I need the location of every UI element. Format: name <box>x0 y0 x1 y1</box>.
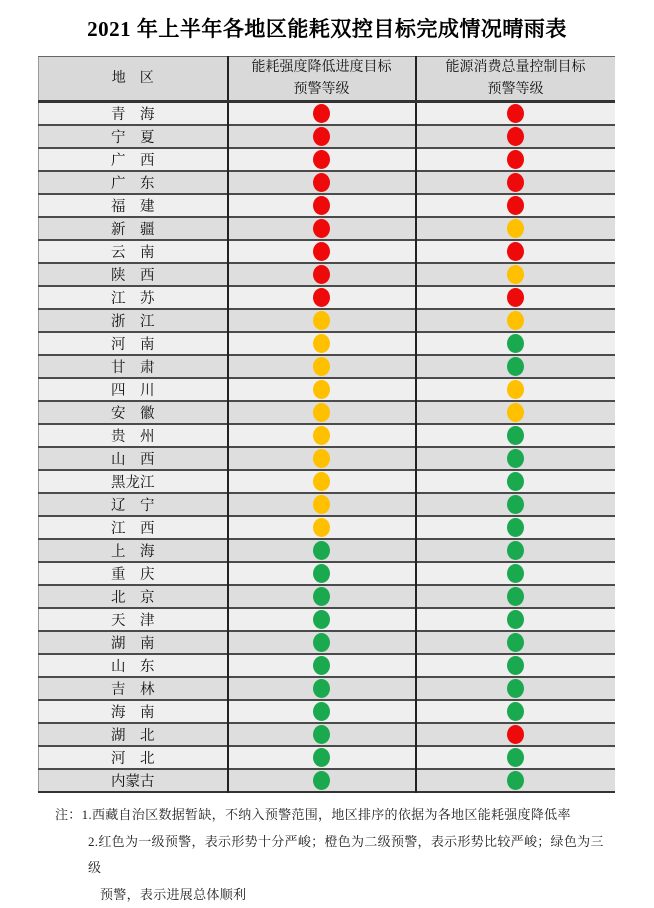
intensity-warning-cell <box>228 102 416 126</box>
green-warning-dot <box>507 449 524 468</box>
orange-warning-dot <box>313 426 330 445</box>
footnote-line-1 <box>55 802 615 829</box>
total-warning-cell <box>416 332 615 355</box>
red-warning-dot <box>313 288 330 307</box>
green-warning-dot <box>507 357 524 376</box>
region-name: 江 苏 <box>39 286 228 309</box>
green-warning-dot <box>313 725 330 744</box>
table-row <box>39 516 615 539</box>
green-warning-dot <box>507 541 524 560</box>
green-warning-dot <box>313 633 330 652</box>
region-name: 上 海 <box>39 539 228 562</box>
table-row <box>39 286 615 309</box>
region-name: 福 建 <box>39 194 228 217</box>
total-warning-cell <box>416 125 615 148</box>
total-warning-cell <box>416 194 615 217</box>
table-row <box>39 654 615 677</box>
table-row <box>39 608 615 631</box>
intensity-warning-cell <box>228 309 416 332</box>
region-name: 新 疆 <box>39 217 228 240</box>
green-warning-dot <box>313 541 330 560</box>
total-warning-cell <box>416 447 615 470</box>
footnote-1-text: 1.西藏自治区数据暂缺，不纳入预警范围，地区排序的依据为各地区能耗强度降低率 <box>81 807 571 823</box>
total-warning-cell <box>416 263 615 286</box>
total-warning-cell <box>416 102 615 126</box>
header-total-line1: 能源消费总量控制目标 <box>445 60 586 75</box>
header-intensity-line1: 能耗强度降低进度目标 <box>251 60 392 75</box>
region-name: 天 津 <box>39 608 228 631</box>
orange-warning-dot <box>313 334 330 353</box>
intensity-warning-cell <box>228 585 416 608</box>
table-row <box>39 263 615 286</box>
header-intensity-target <box>228 57 416 102</box>
footnote-line-3: 预警，表示进展总体顺利 <box>100 886 247 902</box>
green-warning-dot <box>507 748 524 767</box>
total-warning-cell <box>416 470 615 493</box>
intensity-warning-cell <box>228 286 416 309</box>
table-body <box>39 102 615 793</box>
region-name: 山 西 <box>39 447 228 470</box>
green-warning-dot <box>507 656 524 675</box>
green-warning-dot <box>507 702 524 721</box>
table-row <box>39 424 615 447</box>
orange-warning-dot <box>313 357 330 376</box>
table-row <box>39 378 615 401</box>
table-row <box>39 700 615 723</box>
total-warning-cell <box>416 516 615 539</box>
total-warning-cell <box>416 493 615 516</box>
total-warning-cell <box>416 769 615 792</box>
green-warning-dot <box>313 610 330 629</box>
table-row <box>39 171 615 194</box>
intensity-warning-cell <box>228 723 416 746</box>
total-warning-cell <box>416 309 615 332</box>
total-warning-cell <box>416 539 615 562</box>
orange-warning-dot <box>507 311 524 330</box>
red-warning-dot <box>507 725 524 744</box>
region-name: 山 东 <box>39 654 228 677</box>
orange-warning-dot <box>313 472 330 491</box>
orange-warning-dot <box>313 449 330 468</box>
intensity-warning-cell <box>228 516 416 539</box>
total-warning-cell <box>416 401 615 424</box>
intensity-warning-cell <box>228 240 416 263</box>
intensity-warning-cell <box>228 125 416 148</box>
red-warning-dot <box>313 196 330 215</box>
page-title: 2021 年上半年各地区能耗双控目标完成情况晴雨表 <box>87 17 567 41</box>
table-row <box>39 194 615 217</box>
red-warning-dot <box>507 127 524 146</box>
green-warning-dot <box>507 334 524 353</box>
red-warning-dot <box>507 173 524 192</box>
total-warning-cell <box>416 654 615 677</box>
table-row <box>39 677 615 700</box>
region-name: 青 海 <box>39 102 228 126</box>
region-name: 云 南 <box>39 240 228 263</box>
table-row <box>39 585 615 608</box>
intensity-warning-cell <box>228 447 416 470</box>
green-warning-dot <box>313 564 330 583</box>
intensity-warning-cell <box>228 470 416 493</box>
header-total-target <box>416 57 615 102</box>
green-warning-dot <box>507 564 524 583</box>
green-warning-dot <box>313 702 330 721</box>
region-name: 甘 肃 <box>39 355 228 378</box>
green-warning-dot <box>313 679 330 698</box>
table-row <box>39 769 615 792</box>
region-name: 北 京 <box>39 585 228 608</box>
green-warning-dot <box>507 771 524 790</box>
total-warning-cell <box>416 585 615 608</box>
region-name: 浙 江 <box>39 309 228 332</box>
red-warning-dot <box>313 173 330 192</box>
green-warning-dot <box>507 495 524 514</box>
table-row <box>39 355 615 378</box>
red-warning-dot <box>507 150 524 169</box>
total-warning-cell <box>416 286 615 309</box>
table-row <box>39 562 615 585</box>
total-warning-cell <box>416 723 615 746</box>
table-row <box>39 631 615 654</box>
red-warning-dot <box>313 242 330 261</box>
intensity-warning-cell <box>228 355 416 378</box>
orange-warning-dot <box>313 495 330 514</box>
table-row <box>39 102 615 126</box>
total-warning-cell <box>416 378 615 401</box>
region-name: 海 南 <box>39 700 228 723</box>
total-warning-cell <box>416 608 615 631</box>
region-name: 黑龙江 <box>39 470 228 493</box>
table-row <box>39 539 615 562</box>
red-warning-dot <box>313 219 330 238</box>
intensity-warning-cell <box>228 424 416 447</box>
status-table-container <box>38 56 614 793</box>
table-row <box>39 493 615 516</box>
intensity-warning-cell <box>228 700 416 723</box>
table-row <box>39 309 615 332</box>
region-name: 宁 夏 <box>39 125 228 148</box>
intensity-warning-cell <box>228 562 416 585</box>
green-warning-dot <box>507 426 524 445</box>
intensity-warning-cell <box>228 332 416 355</box>
intensity-warning-cell <box>228 148 416 171</box>
table-row <box>39 148 615 171</box>
region-name: 河 北 <box>39 746 228 769</box>
total-warning-cell <box>416 677 615 700</box>
red-warning-dot <box>507 242 524 261</box>
table-row <box>39 447 615 470</box>
intensity-warning-cell <box>228 631 416 654</box>
red-warning-dot <box>507 196 524 215</box>
intensity-warning-cell <box>228 608 416 631</box>
total-warning-cell <box>416 631 615 654</box>
red-warning-dot <box>313 127 330 146</box>
region-name: 吉 林 <box>39 677 228 700</box>
green-warning-dot <box>507 610 524 629</box>
red-warning-dot <box>507 288 524 307</box>
orange-warning-dot <box>313 403 330 422</box>
orange-warning-dot <box>507 219 524 238</box>
table-header <box>39 57 615 102</box>
orange-warning-dot <box>313 311 330 330</box>
table-row <box>39 240 615 263</box>
intensity-warning-cell <box>228 171 416 194</box>
intensity-warning-cell <box>228 677 416 700</box>
header-region: 地 区 <box>39 57 228 102</box>
orange-warning-dot <box>313 518 330 537</box>
intensity-warning-cell <box>228 539 416 562</box>
red-warning-dot <box>313 150 330 169</box>
green-warning-dot <box>507 679 524 698</box>
green-warning-dot <box>507 518 524 537</box>
region-name: 辽 宁 <box>39 493 228 516</box>
footnote-prefix: 注： <box>55 807 82 823</box>
header-row <box>39 57 615 102</box>
energy-dual-control-table <box>38 56 615 793</box>
red-warning-dot <box>313 265 330 284</box>
region-name: 江 西 <box>39 516 228 539</box>
red-warning-dot <box>507 104 524 123</box>
green-warning-dot <box>313 771 330 790</box>
total-warning-cell <box>416 148 615 171</box>
footnotes <box>55 802 615 908</box>
intensity-warning-cell <box>228 194 416 217</box>
region-name: 河 南 <box>39 332 228 355</box>
green-warning-dot <box>313 748 330 767</box>
green-warning-dot <box>313 587 330 606</box>
intensity-warning-cell <box>228 378 416 401</box>
region-name: 贵 州 <box>39 424 228 447</box>
region-name: 广 东 <box>39 171 228 194</box>
region-name: 内蒙古 <box>39 769 228 792</box>
intensity-warning-cell <box>228 263 416 286</box>
green-warning-dot <box>313 656 330 675</box>
orange-warning-dot <box>507 403 524 422</box>
red-warning-dot <box>313 104 330 123</box>
region-name: 湖 南 <box>39 631 228 654</box>
green-warning-dot <box>507 587 524 606</box>
orange-warning-dot <box>507 380 524 399</box>
table-row <box>39 125 615 148</box>
region-name: 安 徽 <box>39 401 228 424</box>
region-name: 湖 北 <box>39 723 228 746</box>
green-warning-dot <box>507 472 524 491</box>
orange-warning-dot <box>507 265 524 284</box>
table-row <box>39 401 615 424</box>
region-name: 重 庆 <box>39 562 228 585</box>
orange-warning-dot <box>313 380 330 399</box>
region-name: 四 川 <box>39 378 228 401</box>
table-row <box>39 470 615 493</box>
table-row <box>39 746 615 769</box>
header-intensity-line2: 预警等级 <box>293 81 350 97</box>
total-warning-cell <box>416 700 615 723</box>
intensity-warning-cell <box>228 746 416 769</box>
total-warning-cell <box>416 171 615 194</box>
intensity-warning-cell <box>228 493 416 516</box>
total-warning-cell <box>416 424 615 447</box>
total-warning-cell <box>416 355 615 378</box>
table-row <box>39 332 615 355</box>
green-warning-dot <box>507 633 524 652</box>
intensity-warning-cell <box>228 654 416 677</box>
total-warning-cell <box>416 240 615 263</box>
table-row <box>39 217 615 240</box>
region-name: 陕 西 <box>39 263 228 286</box>
footnote-line-2: 2.红色为一级预警，表示形势十分严峻；橙色为二级预警，表示形势比较严峻；绿色为三级 <box>88 833 604 876</box>
intensity-warning-cell <box>228 769 416 792</box>
table-row <box>39 723 615 746</box>
region-name: 广 西 <box>39 148 228 171</box>
total-warning-cell <box>416 746 615 769</box>
header-total-line2: 预警等级 <box>487 81 544 97</box>
intensity-warning-cell <box>228 217 416 240</box>
total-warning-cell <box>416 562 615 585</box>
intensity-warning-cell <box>228 401 416 424</box>
total-warning-cell <box>416 217 615 240</box>
